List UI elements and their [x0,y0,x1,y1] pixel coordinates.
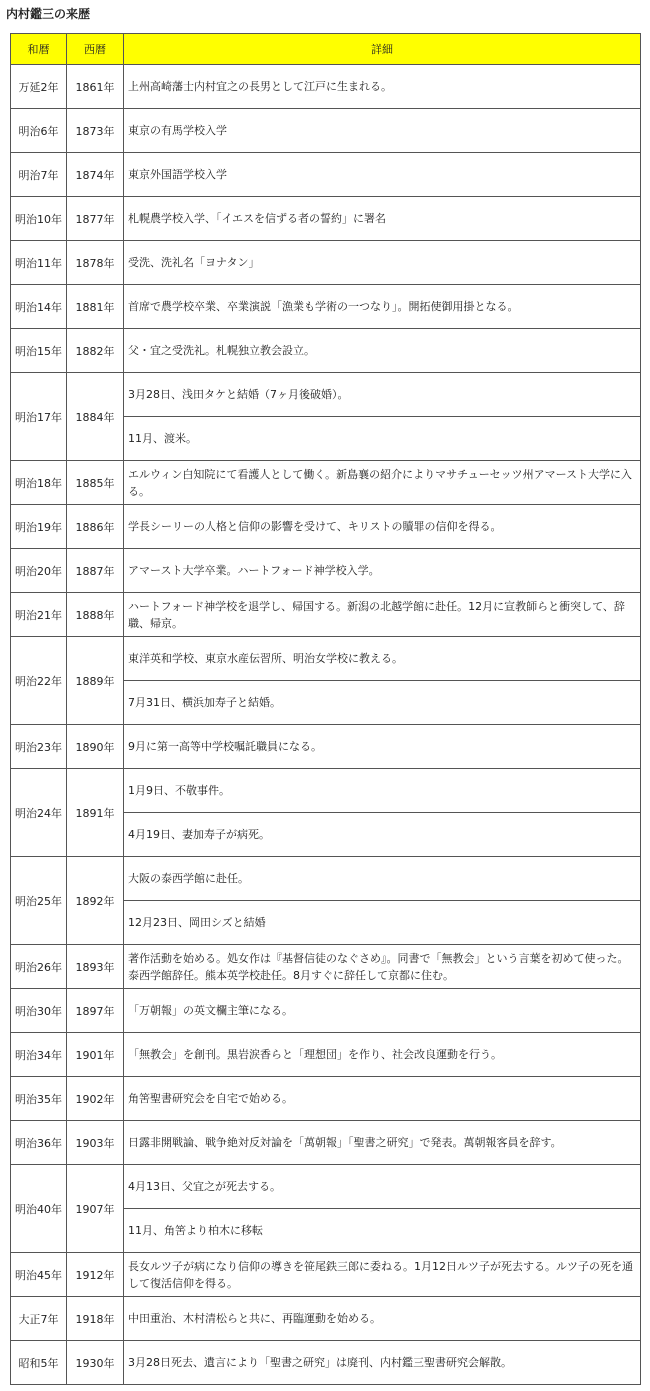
year-cell: 1889年 [67,637,124,725]
detail-cell: 首席で農学校卒業、卒業演説「漁業も学術の一つなり」。開拓使御用掛となる。 [124,285,641,329]
table-row [11,109,641,153]
table-row [11,989,641,1033]
detail-cell: 1月9日、不敬事件。 [124,769,641,813]
table-row [11,1121,641,1165]
era-cell: 明治25年 [11,857,67,945]
year-cell: 1881年 [67,285,124,329]
table-row [11,593,641,637]
table-row [11,505,641,549]
table-row [11,65,641,109]
detail-cell: 9月に第一高等中学校嘱託職員になる。 [124,725,641,769]
detail-cell: 4月19日、妻加寿子が病死。 [124,813,641,857]
detail-cell: アマースト大学卒業。ハートフォード神学校入学。 [124,549,641,593]
detail-cell: 受洗、洗礼名「ヨナタン」 [124,241,641,285]
detail-cell: 11月、角筈より柏木に移転 [124,1209,641,1253]
era-cell: 明治15年 [11,329,67,373]
detail-cell: 大阪の泰西学館に赴任。 [124,857,641,901]
table-row [11,1165,641,1209]
detail-cell: 日露非開戦論、戦争絶対反対論を「萬朝報」「聖書之研究」で発表。萬朝報客員を辞す。 [124,1121,641,1165]
year-cell: 1886年 [67,505,124,549]
detail-cell: ハートフォード神学校を退学し、帰国する。新潟の北越学館に赴任。12月に宣教師らと衝突して、辞職、帰京。 [124,593,641,637]
year-cell: 1897年 [67,989,124,1033]
year-cell: 1887年 [67,549,124,593]
detail-cell: 父・宜之受洗礼。札幌独立教会設立。 [124,329,641,373]
timeline-table [10,33,641,1385]
year-cell: 1918年 [67,1297,124,1341]
table-row [11,329,641,373]
table-row [11,637,641,681]
year-cell: 1885年 [67,461,124,505]
era-cell: 明治24年 [11,769,67,857]
table-row [11,857,641,901]
year-cell: 1888年 [67,593,124,637]
detail-cell: 「万朝報」の英文欄主筆になる。 [124,989,641,1033]
table-row [11,1297,641,1341]
era-cell: 明治19年 [11,505,67,549]
era-cell: 明治11年 [11,241,67,285]
table-row [11,461,641,505]
year-cell: 1874年 [67,153,124,197]
header-details: 詳細 [124,34,641,65]
page-title: 内村鑑三の来歴 [6,7,91,21]
table-row [11,241,641,285]
detail-cell: 上州高崎藩士内村宜之の長男として江戸に生まれる。 [124,65,641,109]
era-cell: 明治22年 [11,637,67,725]
era-cell: 明治35年 [11,1077,67,1121]
year-cell: 1907年 [67,1165,124,1253]
table-row [11,725,641,769]
detail-cell: 4月13日、父宜之が死去する。 [124,1165,641,1209]
table-row [11,1341,641,1385]
header-western-year: 西暦 [67,34,124,65]
year-cell: 1877年 [67,197,124,241]
year-cell: 1902年 [67,1077,124,1121]
detail-cell: 「無教会」を創刊。黒岩涙香らと「理想団」を作り、社会改良運動を行う。 [124,1033,641,1077]
era-cell: 明治20年 [11,549,67,593]
era-cell: 明治26年 [11,945,67,989]
detail-cell: 3月28日死去、遺言により「聖書之研究」は廃刊、内村鑑三聖書研究会解散。 [124,1341,641,1385]
detail-cell: 東京外国語学校入学 [124,153,641,197]
table-row [11,549,641,593]
year-cell: 1873年 [67,109,124,153]
era-cell: 明治36年 [11,1121,67,1165]
era-cell: 明治17年 [11,373,67,461]
detail-cell: 著作活動を始める。処女作は『基督信徒のなぐさめ』。同書で「無教会」という言葉を初めて使った。泰西学館辞任。熊本英学校赴任。8月すぐに辞任して京都に住む。 [124,945,641,989]
year-cell: 1891年 [67,769,124,857]
year-cell: 1884年 [67,373,124,461]
era-cell: 明治40年 [11,1165,67,1253]
year-cell: 1861年 [67,65,124,109]
detail-cell: 東洋英和学校、東京水産伝習所、明治女学校に教える。 [124,637,641,681]
year-cell: 1890年 [67,725,124,769]
era-cell: 明治10年 [11,197,67,241]
era-cell: 明治14年 [11,285,67,329]
table-row [11,1033,641,1077]
table-row [11,1077,641,1121]
table-row [11,769,641,813]
table-row [11,373,641,417]
year-cell: 1893年 [67,945,124,989]
year-cell: 1882年 [67,329,124,373]
detail-cell: 角筈聖書研究会を自宅で始める。 [124,1077,641,1121]
detail-cell: 東京の有馬学校入学 [124,109,641,153]
detail-cell: エルウィン白知院にて看護人として働く。新島襄の紹介によりマサチューセッツ州アマースト大学に入る。 [124,461,641,505]
detail-cell: 札幌農学校入学、「イエスを信ずる者の誓約」に署名 [124,197,641,241]
table-header-row [11,34,641,65]
year-cell: 1912年 [67,1253,124,1297]
era-cell: 明治6年 [11,109,67,153]
era-cell: 明治34年 [11,1033,67,1077]
era-cell: 明治18年 [11,461,67,505]
detail-cell: 12月23日、岡田シズと結婚 [124,901,641,945]
era-cell: 明治23年 [11,725,67,769]
era-cell: 明治30年 [11,989,67,1033]
year-cell: 1903年 [67,1121,124,1165]
era-cell: 明治21年 [11,593,67,637]
detail-cell: 3月28日、浅田タケと結婚（7ヶ月後破婚）。 [124,373,641,417]
header-japanese-era: 和暦 [11,34,67,65]
year-cell: 1930年 [67,1341,124,1385]
era-cell: 昭和5年 [11,1341,67,1385]
table-row [11,945,641,989]
era-cell: 大正7年 [11,1297,67,1341]
detail-cell: 学長シーリーの人格と信仰の影響を受けて、キリストの贖罪の信仰を得る。 [124,505,641,549]
year-cell: 1892年 [67,857,124,945]
year-cell: 1878年 [67,241,124,285]
era-cell: 万延2年 [11,65,67,109]
era-cell: 明治7年 [11,153,67,197]
table-row [11,285,641,329]
detail-cell: 7月31日、横浜加寿子と結婚。 [124,681,641,725]
table-row [11,197,641,241]
timeline-body [11,65,641,1385]
year-cell: 1901年 [67,1033,124,1077]
era-cell: 明治45年 [11,1253,67,1297]
table-row [11,1253,641,1297]
detail-cell: 長女ルツ子が病になり信仰の導きを笹尾鉄三郎に委ねる。1月12日ルツ子が死去する。ルツ子の死を通して復活信仰を得る。 [124,1253,641,1297]
detail-cell: 中田重治、木村清松らと共に、再臨運動を始める。 [124,1297,641,1341]
table-row [11,153,641,197]
detail-cell: 11月、渡米。 [124,417,641,461]
